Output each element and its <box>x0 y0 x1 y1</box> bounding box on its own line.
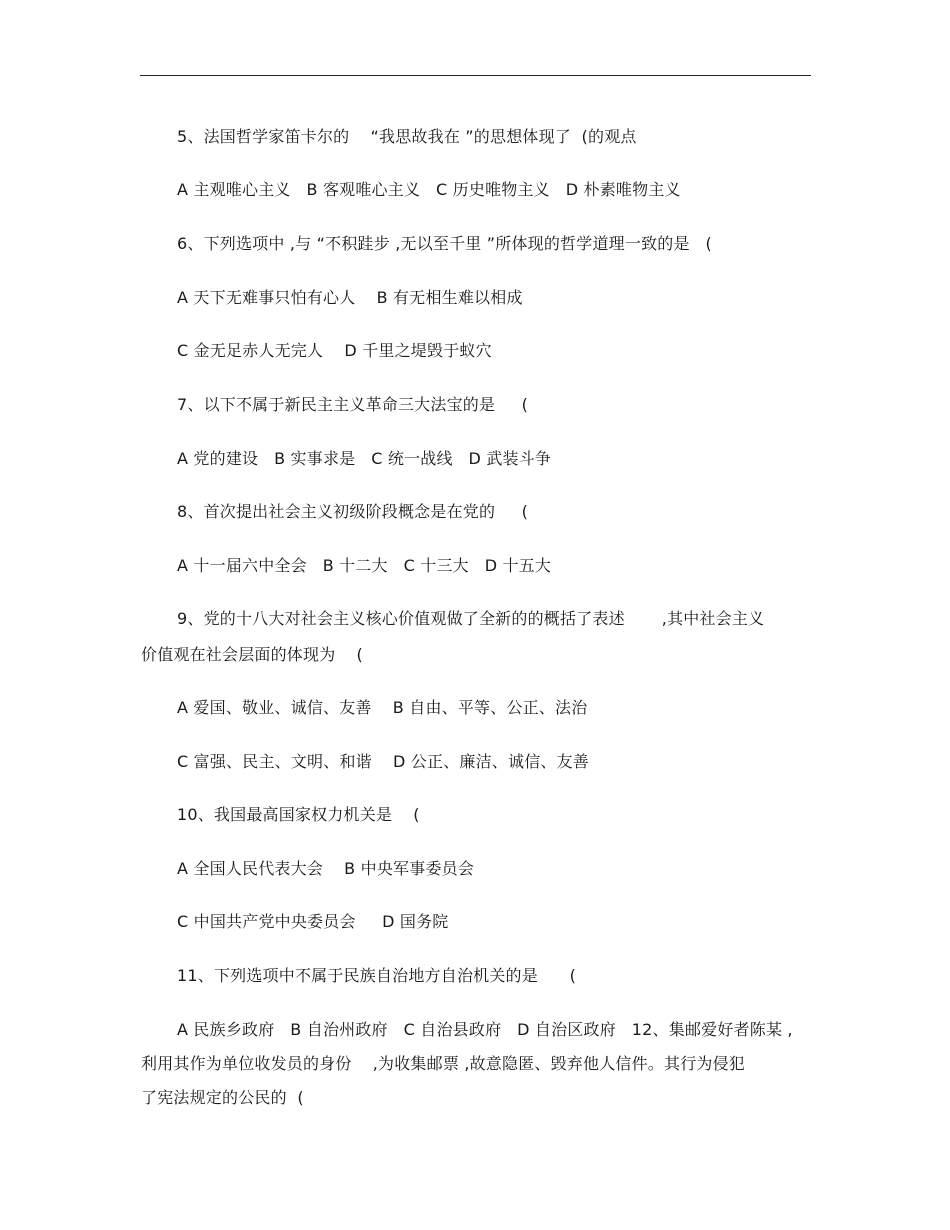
question-6-options-ab: A 天下无难事只怕有心人 B 有无相生难以相成 <box>177 288 523 307</box>
question-10-options-ab: A 全国人民代表大会 B 中央军事委员会 <box>177 859 475 878</box>
question-9-continued: 价值观在社会层面的体现为 ( <box>141 645 363 664</box>
question-7-options: A 党的建设 B 实事求是 C 统一战线 D 武装斗争 <box>177 449 552 468</box>
question-8-options: A 十一届六中全会 B 十二大 C 十三大 D 十五大 <box>177 556 552 575</box>
question-5-options: A 主观唯心主义 B 客观唯心主义 C 历史唯物主义 D 朴素唯物主义 <box>177 180 681 199</box>
question-9: 9、党的十八大对社会主义核心价值观做了全新的的概括了表述 ,其中社会主义 <box>177 609 765 628</box>
question-10-options-cd: C 中国共产党中央委员会 D 国务院 <box>177 912 449 931</box>
question-10: 10、我国最高国家权力机关是 ( <box>177 805 420 824</box>
question-12-continued: 利用其作为单位收发员的身份 ,为收集邮票 ,故意隐匿、毁弃他人信件。其行为侵犯 <box>141 1054 746 1073</box>
question-6: 6、下列选项中 ,与 “不积跬步 ,无以至千里 ”所体现的哲学道理一致的是 ( <box>177 234 712 253</box>
question-11-options-and-question-12: A 民族乡政府 B 自治州政府 C 自治县政府 D 自治区政府 12、集邮爱好者陈某 , <box>177 1020 793 1039</box>
question-9-options-ab: A 爱国、敬业、诚信、友善 B 自由、平等、公正、法治 <box>177 698 588 717</box>
question-6-options-cd: C 金无足赤人无完人 D 千里之堤毁于蚁穴 <box>177 341 492 360</box>
question-12-end: 了宪法规定的公民的 ( <box>141 1088 304 1107</box>
question-11: 11、下列选项中不属于民族自治地方自治机关的是 ( <box>177 966 577 985</box>
question-5: 5、法国哲学家笛卡尔的 “我思故我在 ”的思想体现了 (的观点 <box>177 127 637 146</box>
question-9-options-cd: C 富强、民主、文明、和谐 D 公正、廉洁、诚信、友善 <box>177 752 590 771</box>
question-8: 8、首次提出社会主义初级阶段概念是在党的 ( <box>177 502 529 521</box>
question-7: 7、以下不属于新民主主义革命三大法宝的是 ( <box>177 395 529 414</box>
